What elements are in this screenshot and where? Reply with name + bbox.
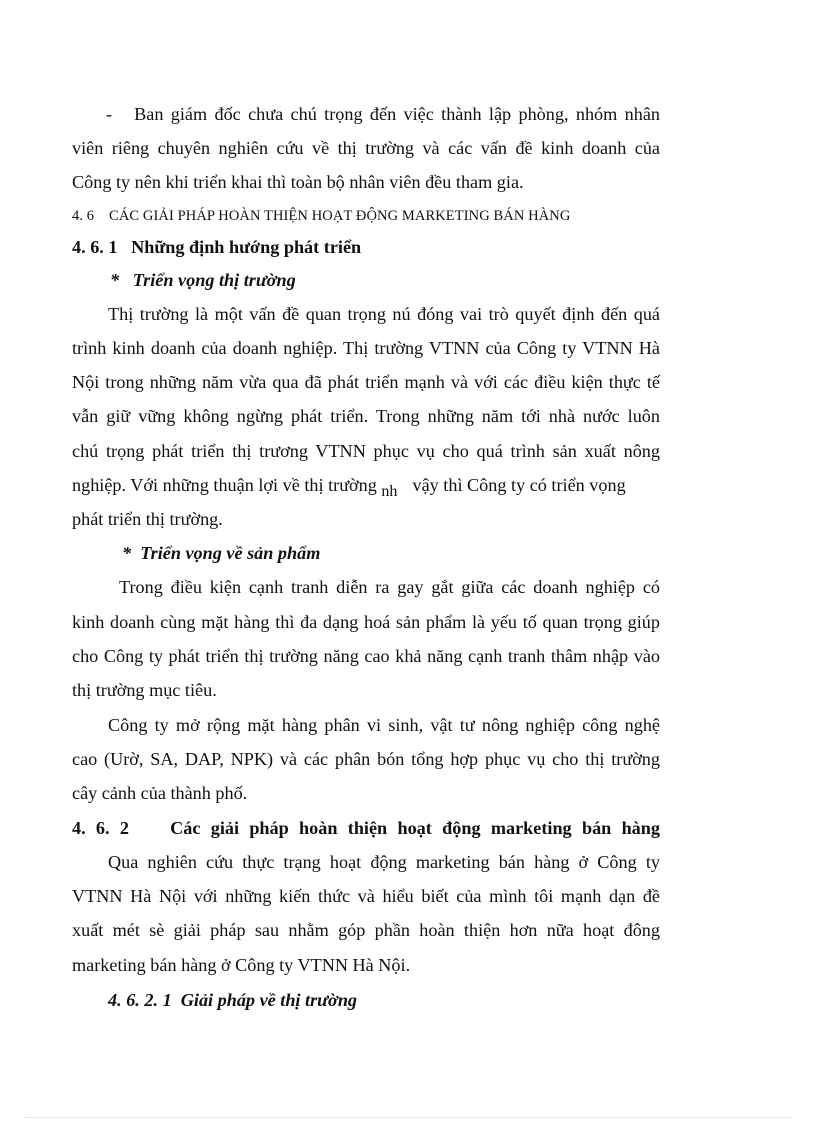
market-line-5: chú trọng phát triển thị trương VTNN phục vụ cho quá trình sản xuất nông <box>72 441 660 461</box>
section-heading-4-6-2: 4. 6. 2 Các giải pháp hoàn thiện hoạt động marketing bán hàng <box>72 818 660 838</box>
intro-line-1: - Ban giám đốc chưa chú trọng đến việc thành lập phòng, nhóm nhân <box>106 104 660 124</box>
intro-line-3: Công ty nên khi triển khai thì toàn bộ nhân viên đều tham gia. <box>72 172 524 192</box>
market-line-3: Nội trong những năm vừa qua đã phát triển mạnh và với các điều kiện thực tế <box>72 372 660 392</box>
product-line-1: Trong điều kiện cạnh tranh diễn ra gay gắt giữa các doanh nghiệp có <box>119 577 660 597</box>
section-heading-4-6: 4. 6 CÁC GIẢI PHÁP HOÀN THIỆN HOẠT ĐỘNG MARKETING BÁN HÀNG <box>72 208 571 224</box>
expand-line-1: Công ty mở rộng mặt hàng phân vi sinh, vật tư nông nghiệp công nghệ <box>108 715 660 735</box>
solution-line-1: Qua nghiên cứu thực trạng hoạt động marketing bán hàng ở Công ty <box>108 852 660 872</box>
market-line-2: trình kinh doanh của doanh nghiệp. Thị trường VTNN của Công ty VTNN Hà <box>72 338 660 358</box>
product-line-2: kinh doanh cùng mặt hàng thì đa dạng hoá sản phẩm là yếu tố quan trọng giúp <box>72 612 660 632</box>
solution-line-3: xuất mét sè giải pháp sau nhằm góp phần hoàn thiện hơn nữa hoạt đông <box>72 920 660 940</box>
page-bottom-divider <box>24 1117 792 1118</box>
product-line-4: thị trường mục tiêu. <box>72 680 217 700</box>
bullet-heading-market: * Triển vọng thị trường <box>110 270 296 290</box>
intro-line-2: viên riêng chuyên nghiên cứu về thị trường và các vấn đề kinh doanh của <box>72 138 660 158</box>
market-line-7: phát triển thị trường. <box>72 509 223 529</box>
solution-line-2: VTNN Hà Nội với những kiến thức và hiểu biết của mình tôi mạnh dạn đề <box>72 886 660 906</box>
expand-line-2: cao (Urờ, SA, DAP, NPK) và các phân bón tổng hợp phục vụ cho thị trường <box>72 749 660 769</box>
market-line-4: vẫn giữ vững không ngừng phát triển. Trong những năm tới nhà nước luôn <box>72 406 660 426</box>
market-line-6-after: vậy thì Công ty có triển vọng <box>412 475 626 495</box>
solution-line-4: marketing bán hàng ở Công ty VTNN Hà Nội. <box>72 955 411 975</box>
market-line-6-sub: nh <box>381 483 398 500</box>
bullet-heading-product: * Triển vọng về sản phẩm <box>122 543 321 563</box>
market-line-6-before: nghiệp. Với những thuận lợi về thị trường <box>72 475 377 495</box>
section-heading-4-6-1: 4. 6. 1 Những định hướng phát triển <box>72 237 362 257</box>
market-line-6 <box>72 474 660 498</box>
market-line-1: Thị trường là một vấn đề quan trọng nú đóng vai trò quyết định đến quá <box>108 304 660 324</box>
expand-line-3: cây cảnh của thành phố. <box>72 783 248 803</box>
product-line-3: cho Công ty phát triển thị trường năng cao khả năng cạnh tranh thâm nhập vào <box>72 646 660 666</box>
section-heading-4-6-2-1: 4. 6. 2. 1 Giải pháp về thị trường <box>108 990 358 1010</box>
